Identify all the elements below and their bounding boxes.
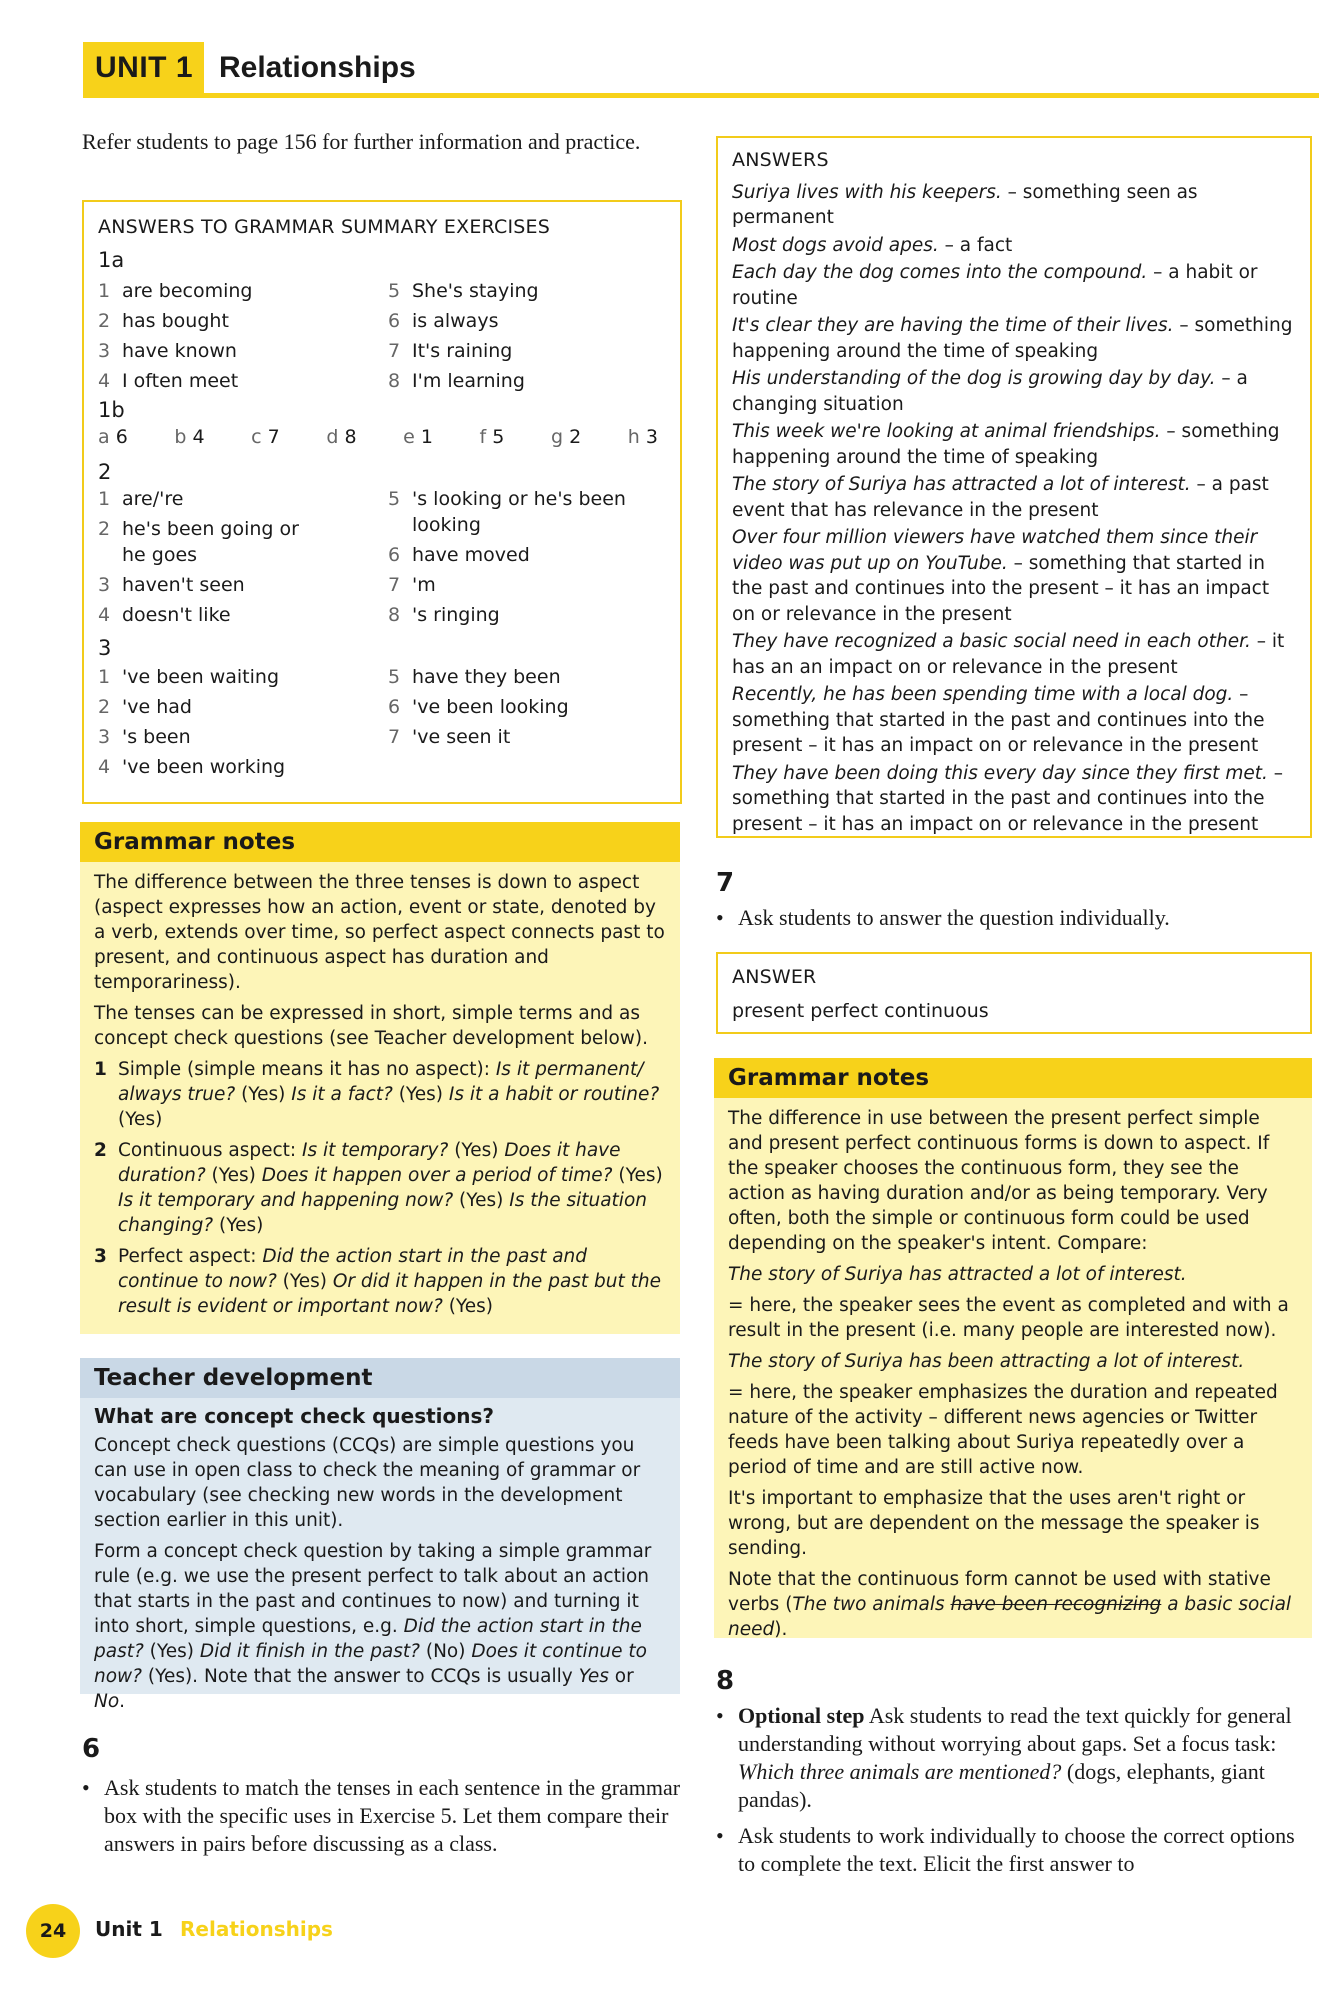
teacher-development-paragraph: Form a concept check question by taking a simple grammar rule (e.g. we use the present perfect to talk about an action that starts in the past and continues to now) and turning it into short, simple questions, e.g. Did the action start in the past? (Yes) Did it finish in the past? (No) Does it continue to now? (Yes). Note that the answer to CCQs is usually Yes or No. [94,1541,652,1712]
bullet-dot: • [716,905,724,930]
answer-item: 8 I'm learning [388,370,525,392]
section-2-label: 2 [98,460,112,484]
answer-item: 7 It's raining [388,340,513,362]
answer-item: 3 's been [98,726,191,748]
answer-entry: They have been doing this every day since they first met. – something that started in the past and continues into the present – it has an impact on or relevance in the present [732,762,1283,835]
section-1a-label: 1a [98,248,125,272]
answer-entry: They have recognized a basic social need in each other. – it has an an impact on or relevance in the present [732,631,1285,678]
grammar-notes-paragraph: The difference between the three tenses is down to aspect (aspect expresses how an action, event or state, denoted by a verb, extends over time, so perfect aspect connects past to present, and continuous aspect has duration and temporariness). [94,872,665,993]
answer-item: 4 I often meet [98,370,239,392]
answer-item: 4 doesn't like [98,604,231,626]
answer-entry: Most dogs avoid apes. – a fact [732,234,1013,256]
unit-number: UNIT 1 [95,51,194,84]
answer-value: present perfect continuous [732,1000,989,1022]
answer-entry: Each day the dog comes into the compound. – a habit or routine [732,262,1258,309]
section-2-right [388,486,658,632]
footer-unit: Unit 1 [95,1917,163,1941]
answer-box [716,952,1312,1034]
answer-item: c 7 [251,426,280,448]
answers-box [716,136,1312,838]
section-1b-items [98,426,658,448]
section-3-left [98,662,285,782]
answer-title: ANSWER [732,966,817,988]
grammar-notes-example: The story of Suriya has been attracting a lot of interest. [728,1351,1245,1372]
grammar-notes-body [714,1098,1312,1642]
exercise-8-number: 8 [716,1666,735,1696]
answer-item: e 1 [403,426,433,448]
answer-item: 6 have moved [388,544,530,566]
section-1b-label: 1b [98,398,125,422]
section-1a-right [388,276,539,396]
teacher-development-heading: Teacher development [80,1358,680,1398]
answer-item: 5 She's staying [388,280,539,302]
grammar-notes-paragraph: = here, the speaker sees the event as completed and with a result in the present (i.e. many people are interested now). [728,1295,1289,1341]
grammar-notes-heading: Grammar notes [80,822,680,862]
exercise-8-bullet: • Optional step Ask students to read the text quickly for general understanding without worrying about gaps. Set a focus task: Which three animals are mentioned? (dogs, elephants, giant pandas). [716,1703,1292,1812]
aspect-item: 3 Perfect aspect: Did the action start in the past and continue to now? (Yes) Or did it happen in the past but the result is evident or important now? (Yes) [94,1246,662,1317]
grammar-notes-paragraph: The difference in use between the present perfect simple and present perfect continuous forms is down to aspect. If the speaker chooses the continuous form, they see the action as having duration and/or as being temporary. Very often, both the simple or continuous form could be used depending on the speaker's intent. Compare: [728,1108,1270,1254]
exercise-8-bullet: • Ask students to work individually to choose the correct options to complete the text. Elicit the first answer to [716,1823,1295,1876]
grammar-notes-body [80,862,680,1319]
answer-item: 1 are/'re [98,488,184,510]
answer-item: 6 've been looking [388,696,569,718]
exercise-6-bullet: • Ask students to match the tenses in each sentence in the grammar box with the specific uses in Exercise 5. Let them compare their answers in pairs before discussing as a class. [82,1775,681,1856]
section-3-right [388,662,569,752]
section-3-label: 3 [98,636,112,660]
header-rule [83,93,1319,98]
answer-item: 3 have known [98,340,237,362]
grammar-summary-answers-box [82,200,682,804]
answers-title: ANSWERS [732,149,829,171]
grammar-notes-paragraph: = here, the speaker emphasizes the duration and repeated nature of the activity – different news agencies or Twitter feeds have been talking about Suriya repeatedly over a period of time and are still active now. [728,1382,1278,1478]
answer-entry: Recently, he has been spending time with a local dog. – something that started in the past and continues into the present – it has an impact on or relevance in the present [732,684,1265,756]
answer-entry: It's clear they are having the time of their lives. – something happening around the time of speaking [732,315,1293,362]
footer-title: Relationships [180,1917,333,1941]
section-2-left [98,486,348,632]
exercise-7-number: 7 [716,868,735,898]
grammar-notes-paragraph: It's important to emphasize that the uses aren't right or wrong, but are dependent on the message the speaker is sending. [728,1488,1260,1559]
answer-item: 5 have they been [388,666,561,688]
grammar-notes-paragraph: The tenses can be expressed in short, simple terms and as concept check questions (see Teacher development below). [94,1003,649,1049]
aspect-item: 2 Continuous aspect: Is it temporary? (Yes) Does it have duration? (Yes) Does it happen over a period of time? (Yes) Is it temporary and happening now? (Yes) Is the situation changing? (Yes) [94,1140,663,1236]
section-1a-left [98,276,252,396]
answer-item: d 8 [326,426,357,448]
bullet-dot: • [82,1775,90,1800]
exercise-8-bullets [716,1702,1312,1878]
answer-item: 2 he's been going or he goes [98,518,299,566]
teacher-development-panel [80,1358,680,1712]
grammar-notes-example: The story of Suriya has attracted a lot of interest. [728,1264,1187,1285]
answer-entry: Suriya lives with his keepers. – something seen as permanent [732,181,1198,228]
page-number-badge: 24 [26,1904,80,1958]
intro-text: Refer students to page 156 for further information and practice. [82,129,641,154]
answer-item: 2 've had [98,696,192,718]
answer-item: 4 've been working [98,756,286,778]
answer-item: 3 haven't seen [98,574,245,596]
answer-item: 1 've been waiting [98,666,280,688]
answer-item: f 5 [479,426,505,448]
answer-item: 6 is always [388,310,499,332]
grammar-notes-paragraph: Note that the continuous form cannot be used with stative verbs (The two animals have been recognizing a basic social need). [728,1569,1292,1640]
grammar-notes-panel [714,1058,1312,1638]
exercise-7-bullet: • Ask students to answer the question individually. [716,905,1170,930]
bullet-dot: • [716,1703,724,1728]
answer-item: 7 'm [388,574,436,596]
exercise-6-number: 6 [82,1734,101,1764]
teacher-development-paragraph: Concept check questions (CCQs) are simple questions you can use in open class to check the meaning of grammar or vocabulary (see checking new words in the development section earlier in this unit). [94,1435,641,1531]
aspect-item: 1 Simple (simple means it has no aspect): Is it permanent/ always true? (Yes) Is it a fact? (Yes) Is it a habit or routine? (Yes) [94,1059,660,1130]
answer-entry: His understanding of the dog is growing day by day. – a changing situation [732,368,1248,415]
unit-title: Relationships [219,51,416,84]
bullet-dot: • [716,1823,724,1848]
answer-item: 8 's ringing [388,604,500,626]
answer-entry: This week we're looking at animal friendships. – something happening around the time of speaking [732,421,1280,468]
teacher-development-body [80,1398,680,1714]
answer-item: 2 has bought [98,310,229,332]
answer-item: 5 's looking or he's been looking [388,488,626,536]
summary-title: ANSWERS TO GRAMMAR SUMMARY EXERCISES [98,216,551,238]
answer-item: 7 've seen it [388,726,511,748]
answer-item: h 3 [627,426,658,448]
answer-entry: The story of Suriya has attracted a lot of interest. – a past event that has relevance in the present [732,474,1269,521]
answers-list [732,148,1298,839]
grammar-notes-heading: Grammar notes [714,1058,1312,1098]
answer-entry: Over four million viewers have watched them since their video was put up on YouTube. – something that started in the past and continues into the present – it has an impact on or relevance in the present [732,527,1270,625]
teacher-development-subtitle: What are concept check questions? [94,1404,494,1428]
answer-item: b 4 [174,426,205,448]
answer-item: 1 are becoming [98,280,253,302]
unit-header [83,42,1319,98]
answer-item: a 6 [98,426,128,448]
grammar-notes-panel [80,822,680,1334]
answer-item: g 2 [550,426,582,448]
